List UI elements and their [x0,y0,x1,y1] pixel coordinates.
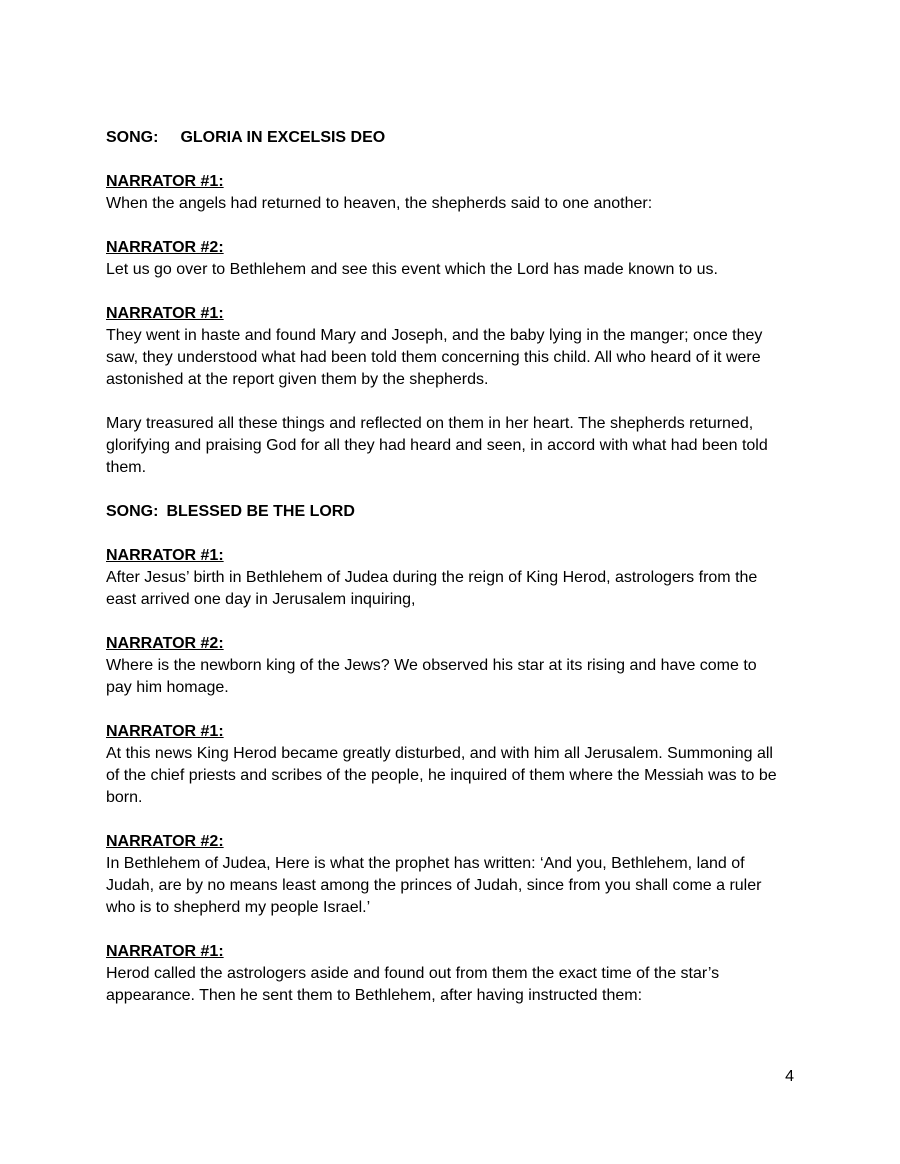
page-number: 4 [785,1068,794,1085]
speech-line: They went in haste and found Mary and Joseph, and the baby lying in the manger; once they [106,327,763,344]
speech-line: In Bethlehem of Judea, Here is what the prophet has written: ‘And you, Bethlehem, land of [106,855,745,872]
speaker-label: NARRATOR #1: [106,723,224,740]
song-heading [106,127,796,149]
speech-line: born. [106,789,143,806]
speech-block [106,237,796,281]
speech-block [106,171,796,215]
song-label: SONG: [106,129,159,146]
speaker-label: NARRATOR #1: [106,547,224,564]
speech-line: When the angels had returned to heaven, the shepherds said to one another: [106,195,653,212]
speech-block [106,941,796,1007]
speech-block [106,303,796,391]
speech-line: who is to shepherd my people Israel.’ [106,899,371,916]
speaker-label: NARRATOR #2: [106,635,224,652]
speech-line: Judah, are by no means least among the princes of Judah, since from you shall come a ruler [106,877,762,894]
script-body [106,127,796,1007]
paragraph-block [106,413,796,479]
speech-block [106,831,796,919]
speech-line: saw, they understood what had been told them concerning this child. All who heard of it were [106,349,761,366]
song-title: BLESSED BE THE LORD [166,503,355,520]
song-title: GLORIA IN EXCELSIS DEO [180,129,386,146]
speech-line: astonished at the report given them by the shepherds. [106,371,489,388]
speech-line: Herod called the astrologers aside and found out from them the exact time of the star’s [106,965,720,982]
speech-line: of the chief priests and scribes of the people, he inquired of them where the Messiah was to be [106,767,777,784]
speech-line: pay him homage. [106,679,229,696]
speech-line: After Jesus’ birth in Bethlehem of Judea during the reign of King Herod, astrologers from the [106,569,758,586]
paragraph-line: them. [106,459,147,476]
speech-line: east arrived one day in Jerusalem inquiring, [106,591,416,608]
speaker-label: NARRATOR #1: [106,173,224,190]
speaker-label: NARRATOR #1: [106,305,224,322]
speaker-label: NARRATOR #1: [106,943,224,960]
speech-line: Where is the newborn king of the Jews? We observed his star at its rising and have come to [106,657,757,674]
speech-block [106,633,796,699]
song-label: SONG: [106,503,159,520]
speech-block [106,721,796,809]
song-heading [106,501,796,523]
paragraph-line: glorifying and praising God for all they had heard and seen, in accord with what had been told [106,437,768,454]
speech-block [106,545,796,611]
speech-line: At this news King Herod became greatly disturbed, and with him all Jerusalem. Summoning all [106,745,773,762]
speaker-label: NARRATOR #2: [106,239,224,256]
speech-line: appearance. Then he sent them to Bethlehem, after having instructed them: [106,987,643,1004]
paragraph-line: Mary treasured all these things and reflected on them in her heart. The shepherds returned, [106,415,754,432]
speaker-label: NARRATOR #2: [106,833,224,850]
speech-line: Let us go over to Bethlehem and see this event which the Lord has made known to us. [106,261,718,278]
